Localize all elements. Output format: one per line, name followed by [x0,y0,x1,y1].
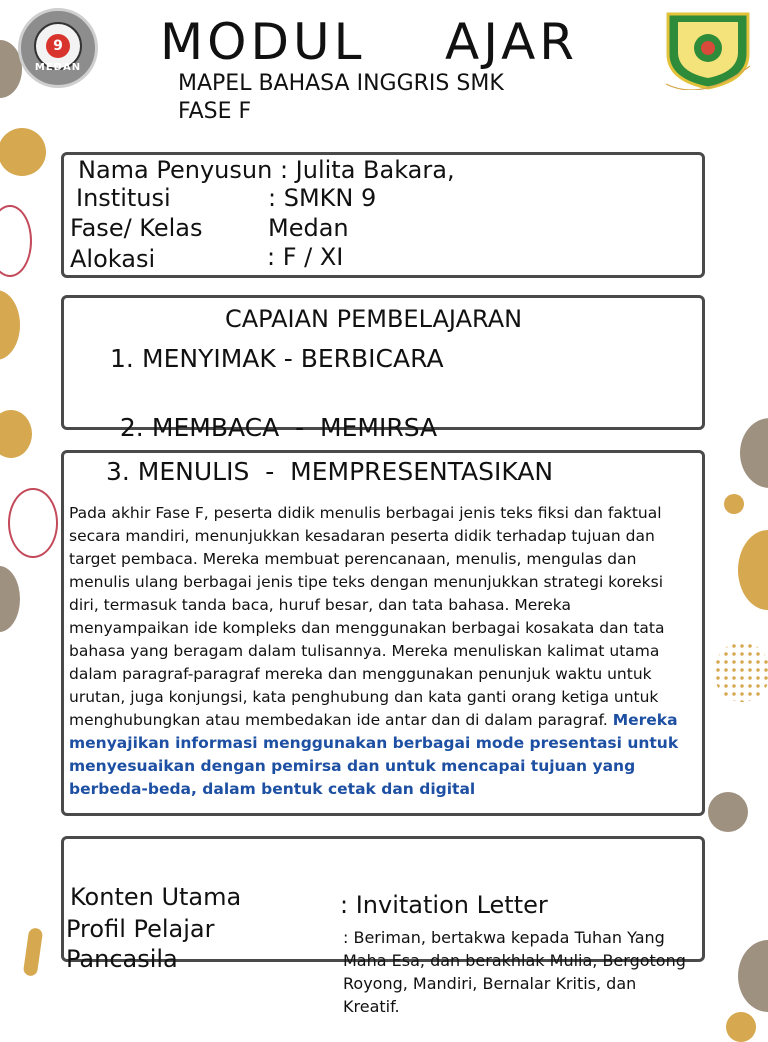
writing-outcome-description [69,502,681,801]
decor-circle [738,530,768,610]
writing-description-highlight: Mereka menyajikan informasi menggunakan berbagai mode presentasi untuk menyesuaikan dengan pemirsa dan untuk mencapai tujuan yang berbeda-beda, dalam bentuk cetak dan digital [69,711,679,798]
decor-ring [8,488,58,558]
learning-outcomes-heading: CAPAIAN PEMBELAJARAN [225,305,523,333]
student-profile-value: : Beriman, bertakwa kepada Tuhan Yang Maha Esa, dan berakhlak Mulia, Bergotong Royong, Mandiri, Bernalar Kritis, dan Kreatif. [343,928,686,1016]
university-shield-icon [662,6,754,90]
decor-circle [0,566,20,632]
decor-circle [738,940,768,1012]
decor-circle [726,1012,756,1042]
decor-ring [0,205,32,277]
decor-drop [23,927,44,976]
student-profile-label: Profil Pelajar [66,915,215,943]
decor-circle [0,410,32,458]
main-content-value: : Invitation Letter [340,891,548,919]
phase-class-value: Medan [268,214,349,242]
allocation-label: Alokasi [70,245,156,273]
writing-outcome-heading: 3. MENULIS - MEMPRESENTASIKAN [106,457,554,486]
outcome-item [110,343,444,375]
document-title: MODUL AJAR [160,13,579,71]
document-subtitle: MAPEL BAHASA INGGRIS SMK [178,71,504,96]
outcome-item [104,380,437,444]
institution-value: : SMKN 9 [268,184,377,212]
outcome-item-number: 2. [119,413,144,442]
document-subtitle-phase: FASE F [178,99,252,124]
decor-circle [0,290,20,360]
writing-description-text: Pada akhir Fase F, peserta didik menulis berbagai jenis teks fiksi dan faktual secara mandiri, menunjukkan kesadaran peserta didik terhadap tujuan dan target pembaca. Mereka membuat perencanaan, menulis, mengulas dan menulis ulang berbagai jenis tipe teks dengan menunjukkan strategi koreksi diri, termasuk tanda baca, huruf besar, dan tata bahasa. Mereka menyampaikan ide kompleks dan menggunakan berbagai kosakata dan tata bahasa yang beragam dalam tulisannya. Mereka menuliskan kalimat utama dalam paragraf-paragraf mereka dan menggunakan penunjuk waktu untuk urutan, juga konjungsi, kata penghubung dan kata ganti orang ketiga untuk menghubungkan atau membedakan ide antar dan di dalam paragraf. [69,504,665,729]
decor-circle [740,418,768,488]
student-profile-label-cont: Pancasila [66,945,178,973]
decor-circle [724,494,744,514]
decor-circle [0,128,46,176]
institution-label: Institusi [76,184,171,212]
allocation-value: : F / XI [267,243,344,271]
author-line: Nama Penyusun : Julita Bakara, [78,156,455,184]
decor-circle [708,792,748,832]
phase-class-label: Fase/ Kelas [70,214,203,242]
main-content-label: Konten Utama [70,883,242,911]
outcome-item-text: MEMBACA - MEMIRSA [151,413,438,442]
decor-dots [714,642,768,702]
outcome-item-number: 1. [110,344,134,373]
school-number-badge: 9 [46,34,70,58]
outcome-item-text: MENYIMAK - BERBICARA [142,344,444,373]
school-logo-text: MEDAN [34,62,82,73]
